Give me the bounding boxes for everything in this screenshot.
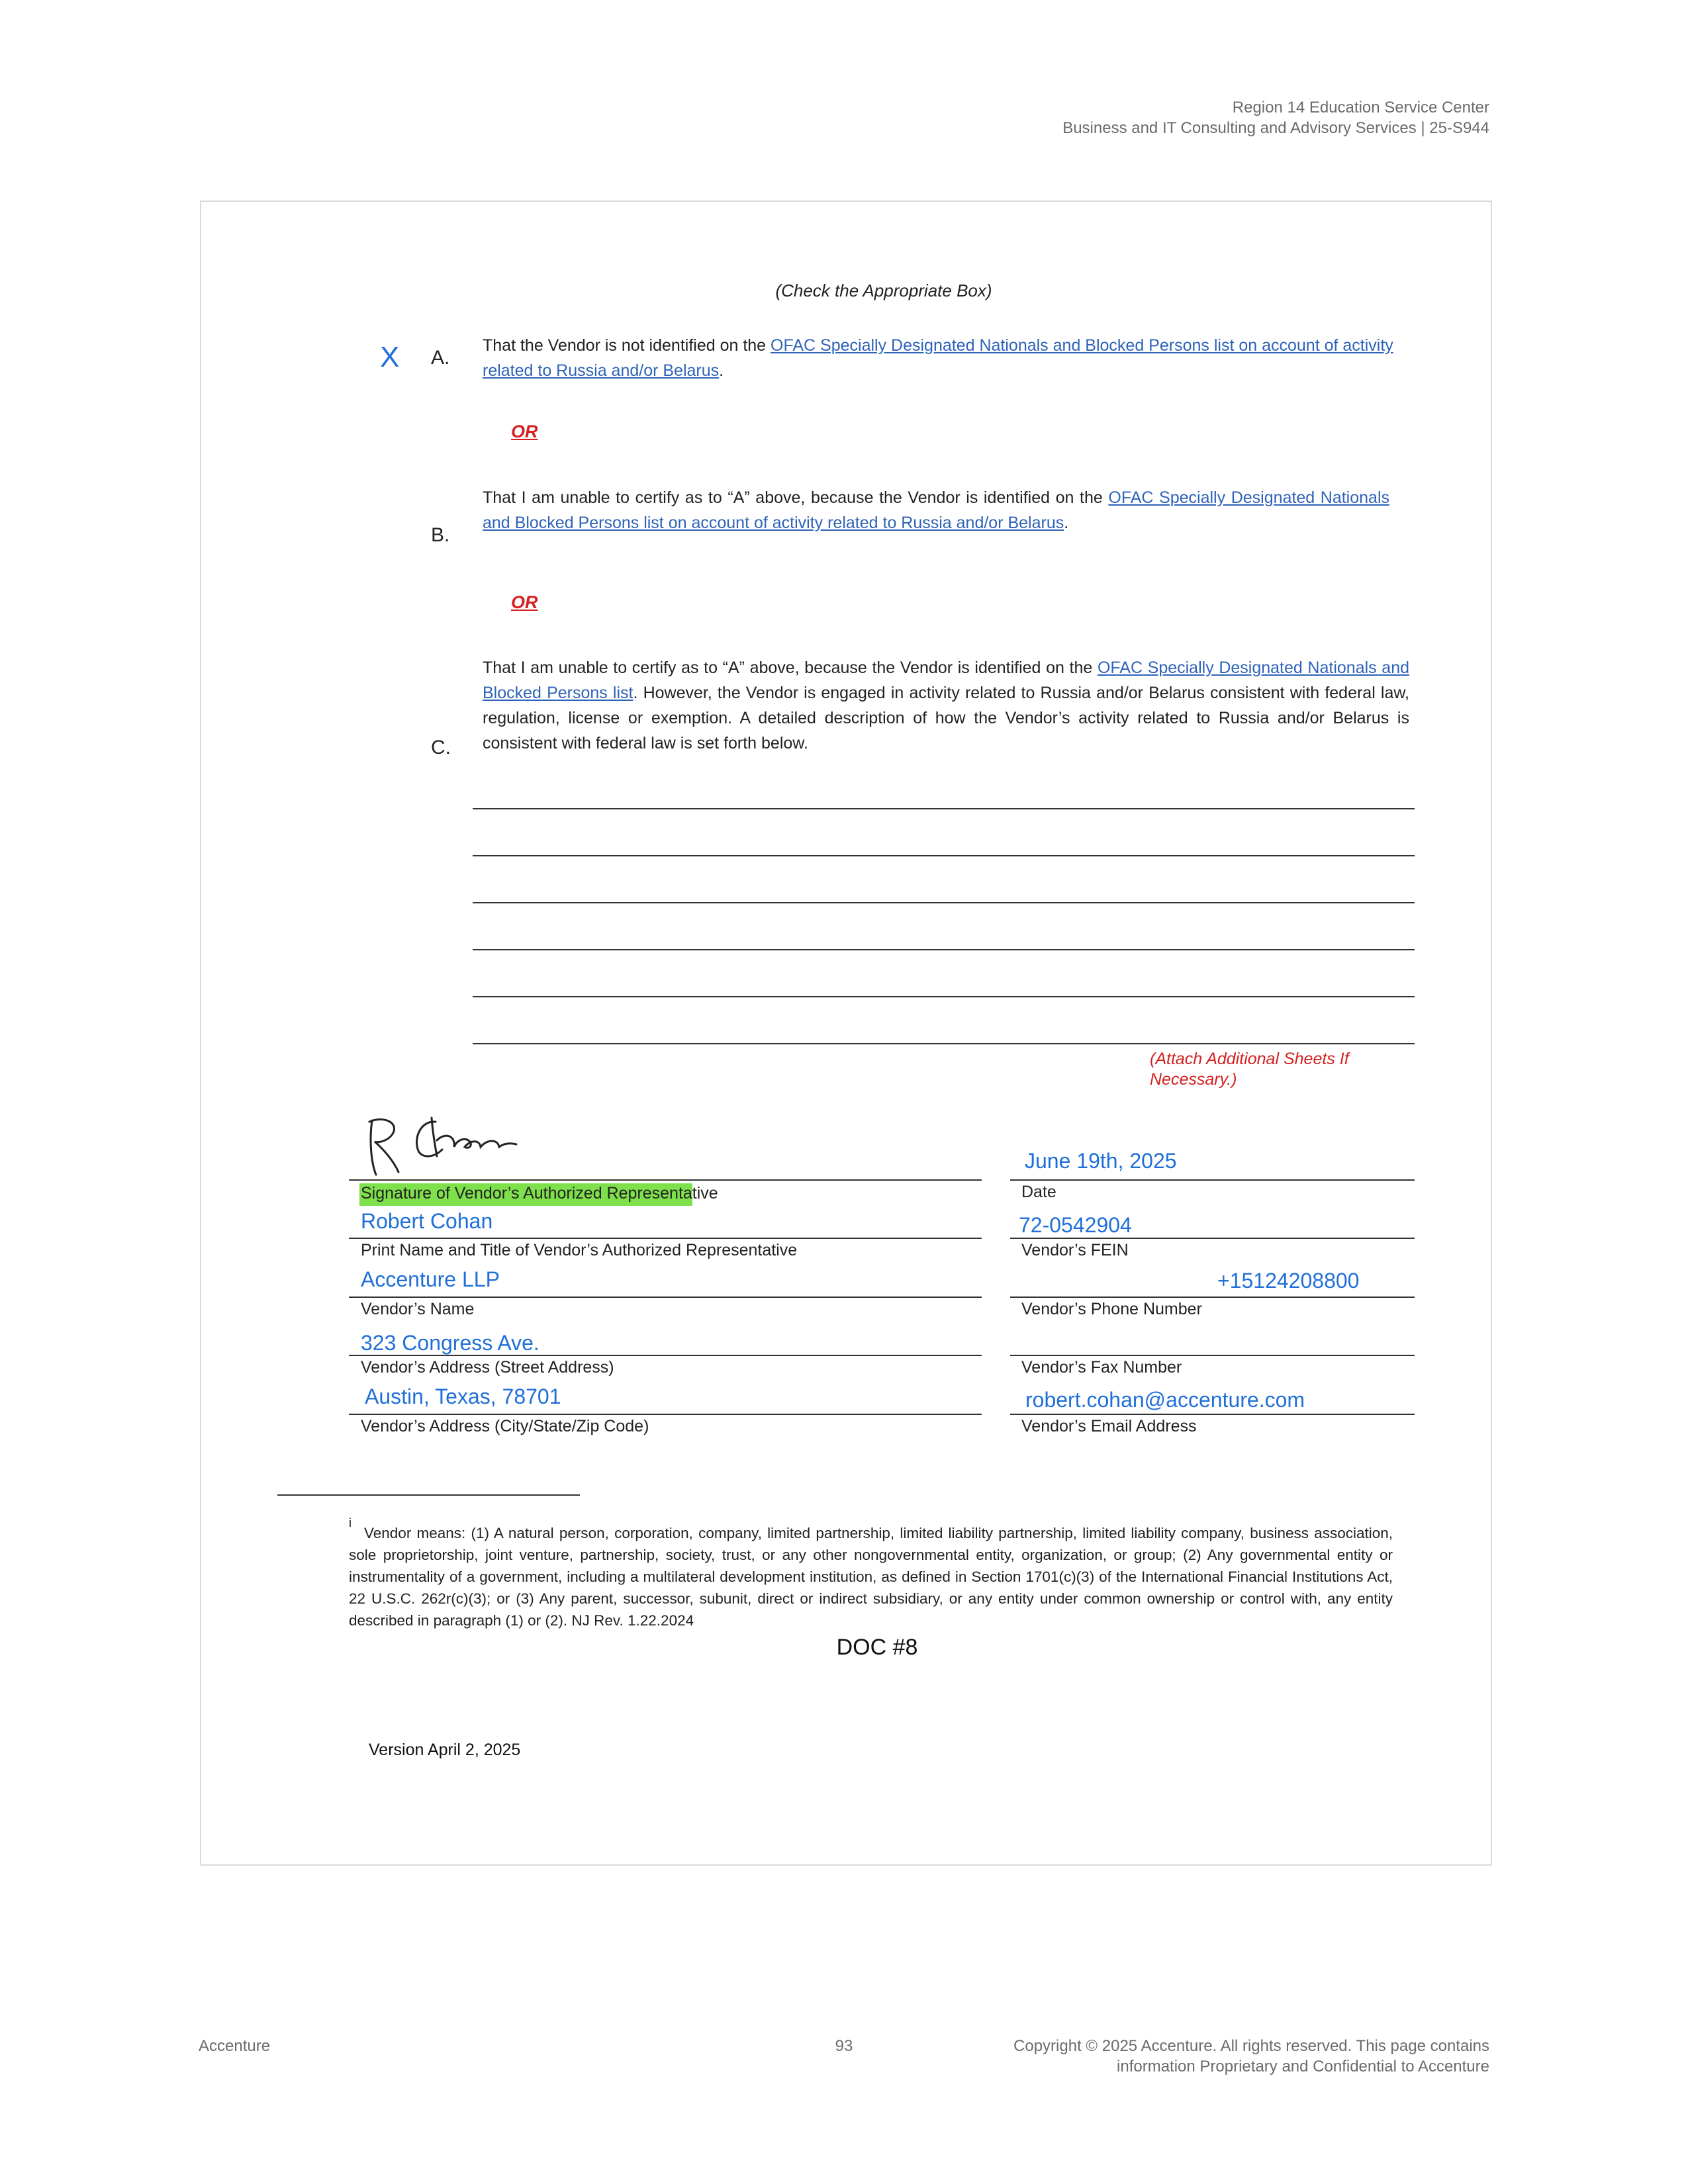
option-c-text-before: That I am unable to certify as to “A” above, because the Vendor is identified on the bbox=[483, 659, 1098, 677]
option-a-text bbox=[483, 333, 1409, 383]
or-label-1: OR bbox=[511, 422, 538, 441]
check-box-title: (Check the Appropriate Box) bbox=[775, 281, 992, 300]
footer-copyright-line-1: Copyright © 2025 Accenture. All rights reserved. This page contains bbox=[1013, 2037, 1489, 2055]
print-name-value[interactable]: Robert Cohan bbox=[361, 1209, 493, 1233]
handwritten-signature bbox=[357, 1109, 530, 1181]
option-c-text-after: . However, the Vendor is engaged in activity related to Russia and/or Belarus consistent with federal law, regulation, license or exemption. A detailed description of how the Vendor’s activity related to Russia and/or Belarus is consistent with federal law is set forth below. bbox=[483, 684, 1409, 752]
description-line-3[interactable] bbox=[473, 902, 1415, 903]
footer-company: Accenture bbox=[199, 2037, 271, 2055]
print-name-label: Print Name and Title of Vendor’s Authorized Representative bbox=[361, 1241, 798, 1259]
version-label: Version April 2, 2025 bbox=[369, 1741, 521, 1759]
fein-label: Vendor’s FEIN bbox=[1021, 1241, 1129, 1259]
email-value[interactable]: robert.cohan@accenture.com bbox=[1025, 1388, 1305, 1412]
city-address-line bbox=[349, 1414, 982, 1415]
header-line-1: Region 14 Education Service Center bbox=[1232, 99, 1489, 116]
header-line-2: Business and IT Consulting and Advisory Services | 25-S944 bbox=[1062, 119, 1489, 137]
description-line-5[interactable] bbox=[473, 996, 1415, 997]
phone-value[interactable]: +15124208800 bbox=[1217, 1269, 1360, 1293]
ofac-link-a[interactable]: OFAC Specially Designated Nationals and Blocked Persons list on account of activity related to Russia and/or Belarus bbox=[483, 336, 1393, 380]
option-a-text-before: That the Vendor is not identified on the bbox=[483, 336, 771, 355]
fein-value[interactable]: 72-0542904 bbox=[1019, 1213, 1132, 1237]
option-b-text-before: That I am unable to certify as to “A” above, because the Vendor is identified on the bbox=[483, 488, 1109, 507]
vendor-name-value[interactable]: Accenture LLP bbox=[361, 1267, 500, 1291]
option-a-text-after: . bbox=[719, 361, 724, 380]
vendor-name-line bbox=[349, 1297, 982, 1298]
email-label: Vendor’s Email Address bbox=[1021, 1417, 1197, 1435]
option-c-letter: C. bbox=[431, 737, 451, 758]
option-b-text bbox=[483, 485, 1389, 535]
page-number: 93 bbox=[835, 2037, 853, 2055]
phone-label: Vendor’s Phone Number bbox=[1021, 1300, 1202, 1318]
fax-label: Vendor’s Fax Number bbox=[1021, 1358, 1182, 1377]
date-label: Date bbox=[1021, 1183, 1056, 1201]
option-b-text-after: . bbox=[1064, 514, 1069, 532]
date-value[interactable]: June 19th, 2025 bbox=[1025, 1149, 1177, 1173]
attach-note-line-1: (Attach Additional Sheets If bbox=[1150, 1050, 1349, 1068]
fax-line[interactable] bbox=[1010, 1355, 1415, 1356]
option-c-text bbox=[483, 655, 1409, 756]
street-address-line bbox=[349, 1355, 982, 1356]
option-b-letter: B. bbox=[431, 524, 450, 546]
description-line-4[interactable] bbox=[473, 949, 1415, 950]
date-line bbox=[1010, 1179, 1415, 1181]
fein-line bbox=[1010, 1238, 1415, 1239]
footnote-separator bbox=[277, 1494, 580, 1496]
city-address-label: Vendor’s Address (City/State/Zip Code) bbox=[361, 1417, 649, 1435]
option-a-letter: A. bbox=[431, 347, 450, 369]
footnote-marker: i bbox=[349, 1516, 352, 1529]
signature-line[interactable] bbox=[349, 1179, 982, 1181]
city-address-value[interactable]: Austin, Texas, 78701 bbox=[365, 1385, 561, 1408]
print-name-line bbox=[349, 1238, 982, 1239]
attach-note bbox=[1150, 1049, 1349, 1090]
vendor-name-label: Vendor’s Name bbox=[361, 1300, 475, 1318]
ofac-link-b[interactable]: OFAC Specially Designated Nationals and Blocked Persons list on account of activity related to Russia and/or Belarus bbox=[483, 488, 1389, 532]
street-address-label: Vendor’s Address (Street Address) bbox=[361, 1358, 614, 1377]
description-line-6[interactable] bbox=[473, 1043, 1415, 1044]
attach-note-line-2: Necessary.) bbox=[1150, 1070, 1237, 1089]
description-line-2[interactable] bbox=[473, 855, 1415, 856]
phone-line bbox=[1010, 1297, 1415, 1298]
street-address-value[interactable]: 323 Congress Ave. bbox=[361, 1331, 539, 1355]
description-line-1[interactable] bbox=[473, 808, 1415, 809]
footer-copyright-line-2: information Proprietary and Confidential to Accenture bbox=[1117, 2058, 1489, 2075]
ofac-link-c[interactable]: OFAC Specially Designated Nationals and Blocked Persons list bbox=[483, 659, 1410, 702]
footnote-text: Vendor means: (1) A natural person, corporation, company, limited partnership, limited liability partnership, limited liability company, business association, sole proprietorship, joint venture, partnership, society, trust, or any other nongovernmental entity, organization, or group; (2) Any governmental entity or instrumentality of a government, including a multilateral development institution, as defined in Section 1701(c)(3) of the International Financial Institutions Act, 22 U.S.C. 262r(c)(3); or (3) Any parent, successor, subunit, direct or indirect subsidiary, or any entity under common ownership or control with, any entity described in paragraph (1) or (2). NJ Rev. 1.22.2024 bbox=[349, 1525, 1393, 1629]
signature-label: Signature of Vendor’s Authorized Representative bbox=[361, 1184, 718, 1203]
selected-x-mark: X bbox=[380, 341, 400, 373]
doc-number: DOC #8 bbox=[836, 1635, 918, 1660]
email-line bbox=[1010, 1414, 1415, 1415]
or-label-2: OR bbox=[511, 592, 538, 612]
footer-copyright bbox=[1013, 2036, 1489, 2077]
